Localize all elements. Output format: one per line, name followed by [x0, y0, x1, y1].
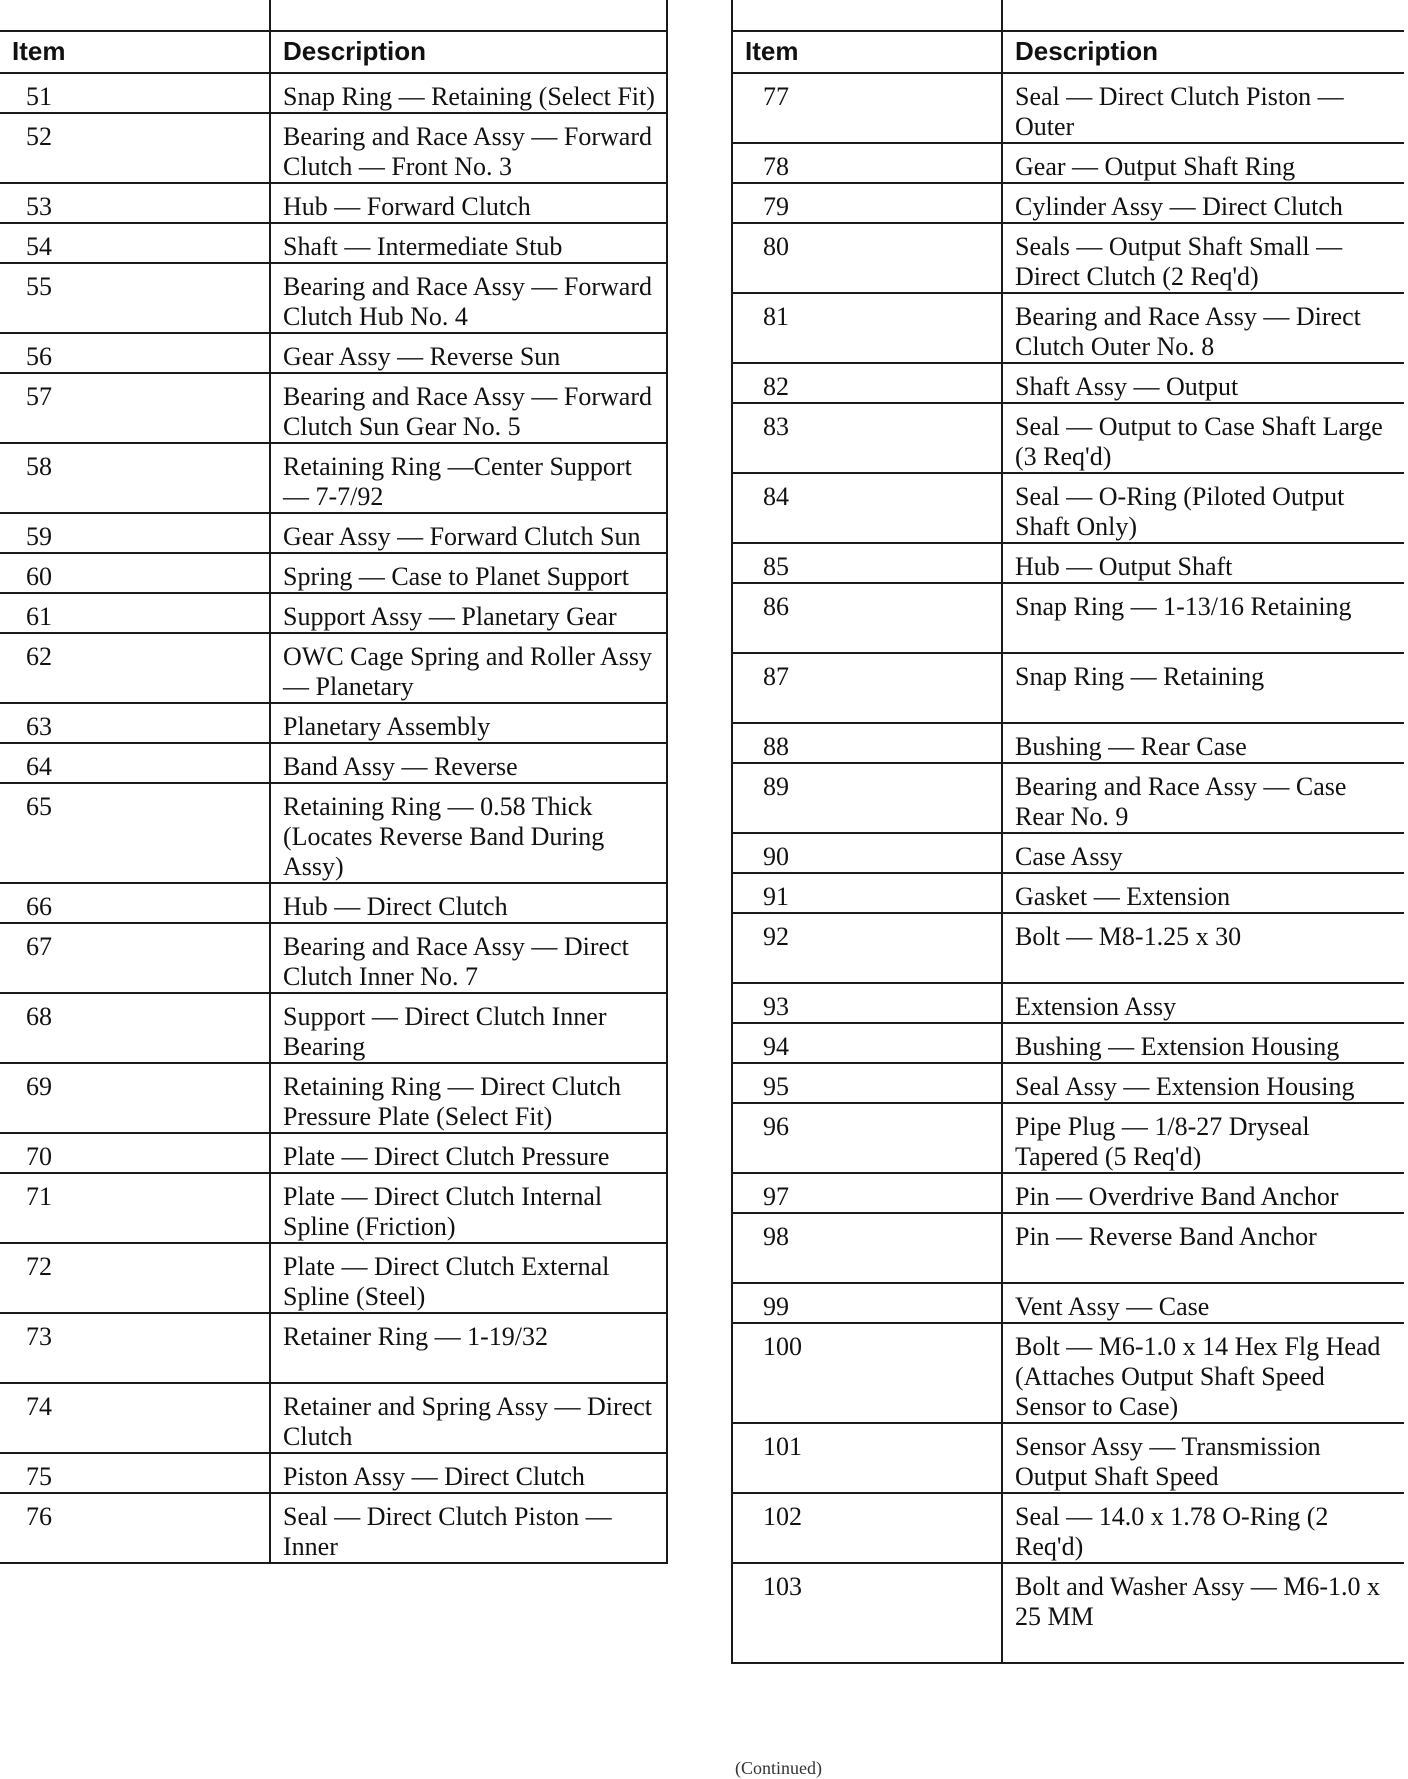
table-row [732, 223, 1404, 293]
table-row [0, 743, 667, 783]
item-description: Bearing and Race Assy — Direct Clutch Outer No. 8 [1002, 293, 1404, 363]
table-row [732, 143, 1404, 183]
table-row [732, 1563, 1404, 1663]
item-number: 97 [732, 1173, 1002, 1213]
item-description: Pipe Plug — 1/8-27 Dryseal Tapered (5 Req'd) [1002, 1103, 1404, 1173]
table-row [0, 263, 667, 333]
item-description: Support Assy — Planetary Gear [270, 593, 667, 633]
table-row [732, 1323, 1404, 1423]
item-description: Snap Ring — Retaining (Select Fit) [270, 73, 667, 113]
item-description: Extension Assy [1002, 983, 1404, 1023]
parts-table-right [731, 0, 1404, 1664]
item-number: 64 [0, 743, 270, 783]
item-description: Bearing and Race Assy — Forward Clutch Hub No. 4 [270, 263, 667, 333]
item-description: Snap Ring — Retaining [1002, 653, 1404, 723]
table-row [0, 1453, 667, 1493]
item-description: Cylinder Assy — Direct Clutch [1002, 183, 1404, 223]
item-number: 94 [732, 1023, 1002, 1063]
item-description: Gear — Output Shaft Ring [1002, 143, 1404, 183]
item-number: 72 [0, 1243, 270, 1313]
item-description: Case Assy [1002, 833, 1404, 873]
item-number: 95 [732, 1063, 1002, 1103]
item-number: 91 [732, 873, 1002, 913]
item-description: Plate — Direct Clutch Pressure [270, 1133, 667, 1173]
item-number: 54 [0, 223, 270, 263]
item-description: Retainer Ring — 1-19/32 [270, 1313, 667, 1383]
item-description: Support — Direct Clutch Inner Bearing [270, 993, 667, 1063]
table-row [732, 403, 1404, 473]
table-row [0, 443, 667, 513]
item-number: 61 [0, 593, 270, 633]
table-row [732, 1493, 1404, 1563]
item-column-header: Item [0, 31, 270, 73]
item-description: Pin — Overdrive Band Anchor [1002, 1173, 1404, 1213]
item-number: 79 [732, 183, 1002, 223]
item-number: 81 [732, 293, 1002, 363]
item-description: Pin — Reverse Band Anchor [1002, 1213, 1404, 1283]
table-top-spacer [0, 0, 667, 31]
item-number: 69 [0, 1063, 270, 1133]
item-number: 51 [0, 73, 270, 113]
item-number: 93 [732, 983, 1002, 1023]
item-description: Bearing and Race Assy — Direct Clutch Inner No. 7 [270, 923, 667, 993]
table-row [732, 1423, 1404, 1493]
item-description: Seal — O-Ring (Piloted Output Shaft Only) [1002, 473, 1404, 543]
item-description: Retaining Ring —Center Support — 7-7/92 [270, 443, 667, 513]
table-row [732, 1173, 1404, 1213]
table-row [732, 1283, 1404, 1323]
item-description: Seal — Direct Clutch Piston — Inner [270, 1493, 667, 1563]
table-row [0, 113, 667, 183]
table-row [0, 993, 667, 1063]
item-description: Seal Assy — Extension Housing [1002, 1063, 1404, 1103]
item-description: Seal — 14.0 x 1.78 O-Ring (2 Req'd) [1002, 1493, 1404, 1563]
table-row [0, 783, 667, 883]
table-row [0, 633, 667, 703]
item-column-header: Item [732, 31, 1002, 73]
table-row [732, 1213, 1404, 1283]
table-row [732, 73, 1404, 143]
item-description: Bushing — Extension Housing [1002, 1023, 1404, 1063]
item-number: 103 [732, 1563, 1002, 1663]
item-description: Bearing and Race Assy — Forward Clutch Sun Gear No. 5 [270, 373, 667, 443]
item-number: 86 [732, 583, 1002, 653]
item-number: 88 [732, 723, 1002, 763]
description-column-header: Description [270, 31, 667, 73]
item-description: Snap Ring — 1-13/16 Retaining [1002, 583, 1404, 653]
item-number: 57 [0, 373, 270, 443]
item-description: Bushing — Rear Case [1002, 723, 1404, 763]
item-number: 102 [732, 1493, 1002, 1563]
description-column-header: Description [1002, 31, 1404, 73]
item-description: Plate — Direct Clutch External Spline (Steel) [270, 1243, 667, 1313]
table-row [0, 553, 667, 593]
item-description: Bearing and Race Assy — Forward Clutch — Front No. 3 [270, 113, 667, 183]
item-number: 67 [0, 923, 270, 993]
item-number: 99 [732, 1283, 1002, 1323]
item-number: 80 [732, 223, 1002, 293]
item-description: Seal — Direct Clutch Piston — Outer [1002, 73, 1404, 143]
table-row [0, 223, 667, 263]
item-number: 100 [732, 1323, 1002, 1423]
table-row [0, 923, 667, 993]
continued-note: (Continued) [735, 1758, 822, 1778]
item-number: 68 [0, 993, 270, 1063]
item-description: Seals — Output Shaft Small — Direct Clutch (2 Req'd) [1002, 223, 1404, 293]
table-row [732, 543, 1404, 583]
table-top-spacer [732, 0, 1404, 31]
table-row [732, 473, 1404, 543]
item-number: 65 [0, 783, 270, 883]
item-description: Piston Assy — Direct Clutch [270, 1453, 667, 1493]
table-header-row [0, 31, 667, 73]
item-number: 56 [0, 333, 270, 373]
item-number: 87 [732, 653, 1002, 723]
item-description: Plate — Direct Clutch Internal Spline (Friction) [270, 1173, 667, 1243]
item-description: Gear Assy — Forward Clutch Sun [270, 513, 667, 553]
item-number: 89 [732, 763, 1002, 833]
item-description: Retainer and Spring Assy — Direct Clutch [270, 1383, 667, 1453]
item-number: 71 [0, 1173, 270, 1243]
item-description: Hub — Forward Clutch [270, 183, 667, 223]
item-number: 53 [0, 183, 270, 223]
table-row [732, 653, 1404, 723]
table-row [0, 703, 667, 743]
table-row [0, 593, 667, 633]
item-description: Bolt and Washer Assy — M6-1.0 x 25 MM [1002, 1563, 1404, 1663]
item-description: Bolt — M8-1.25 x 30 [1002, 913, 1404, 983]
table-row [732, 983, 1404, 1023]
item-number: 60 [0, 553, 270, 593]
table-row [732, 723, 1404, 763]
table-row [732, 1023, 1404, 1063]
table-row [0, 883, 667, 923]
item-number: 74 [0, 1383, 270, 1453]
table-row [732, 873, 1404, 913]
table-row [732, 583, 1404, 653]
item-number: 83 [732, 403, 1002, 473]
table-row [0, 333, 667, 373]
item-number: 73 [0, 1313, 270, 1383]
item-description: Band Assy — Reverse [270, 743, 667, 783]
table-row [0, 183, 667, 223]
table-row [732, 363, 1404, 403]
item-number: 85 [732, 543, 1002, 583]
item-number: 78 [732, 143, 1002, 183]
item-description: Hub — Direct Clutch [270, 883, 667, 923]
item-description: Bearing and Race Assy — Case Rear No. 9 [1002, 763, 1404, 833]
item-number: 76 [0, 1493, 270, 1563]
item-number: 70 [0, 1133, 270, 1173]
item-description: Gear Assy — Reverse Sun [270, 333, 667, 373]
table-row [732, 1063, 1404, 1103]
table-row [732, 913, 1404, 983]
item-description: Spring — Case to Planet Support [270, 553, 667, 593]
item-description: Retaining Ring — Direct Clutch Pressure Plate (Select Fit) [270, 1063, 667, 1133]
table-row [0, 1173, 667, 1243]
item-description: Sensor Assy — Transmission Output Shaft Speed [1002, 1423, 1404, 1493]
item-description: Hub — Output Shaft [1002, 543, 1404, 583]
item-number: 92 [732, 913, 1002, 983]
table-row [0, 1063, 667, 1133]
table-row [0, 1493, 667, 1563]
item-description: Retaining Ring — 0.58 Thick (Locates Reverse Band During Assy) [270, 783, 667, 883]
item-number: 101 [732, 1423, 1002, 1493]
table-row [732, 183, 1404, 223]
item-number: 90 [732, 833, 1002, 873]
item-number: 59 [0, 513, 270, 553]
item-number: 62 [0, 633, 270, 703]
table-row [0, 1383, 667, 1453]
item-description: Shaft — Intermediate Stub [270, 223, 667, 263]
table-row [732, 1103, 1404, 1173]
item-number: 52 [0, 113, 270, 183]
table-row [0, 1243, 667, 1313]
item-description: OWC Cage Spring and Roller Assy — Planetary [270, 633, 667, 703]
item-description: Planetary Assembly [270, 703, 667, 743]
table-row [0, 373, 667, 443]
item-number: 63 [0, 703, 270, 743]
table-row [0, 1313, 667, 1383]
item-number: 84 [732, 473, 1002, 543]
item-number: 77 [732, 73, 1002, 143]
item-description: Seal — Output to Case Shaft Large (3 Req'd) [1002, 403, 1404, 473]
item-description: Vent Assy — Case [1002, 1283, 1404, 1323]
item-number: 55 [0, 263, 270, 333]
item-description: Gasket — Extension [1002, 873, 1404, 913]
item-number: 75 [0, 1453, 270, 1493]
item-number: 96 [732, 1103, 1002, 1173]
item-description: Shaft Assy — Output [1002, 363, 1404, 403]
table-row [732, 293, 1404, 363]
table-row [732, 763, 1404, 833]
table-row [0, 73, 667, 113]
table-row [0, 1133, 667, 1173]
item-number: 58 [0, 443, 270, 513]
item-description: Bolt — M6-1.0 x 14 Hex Flg Head (Attaches Output Shaft Speed Sensor to Case) [1002, 1323, 1404, 1423]
table-header-row [732, 31, 1404, 73]
table-row [732, 833, 1404, 873]
table-row [0, 513, 667, 553]
item-number: 98 [732, 1213, 1002, 1283]
item-number: 66 [0, 883, 270, 923]
parts-table-left [0, 0, 668, 1564]
item-number: 82 [732, 363, 1002, 403]
